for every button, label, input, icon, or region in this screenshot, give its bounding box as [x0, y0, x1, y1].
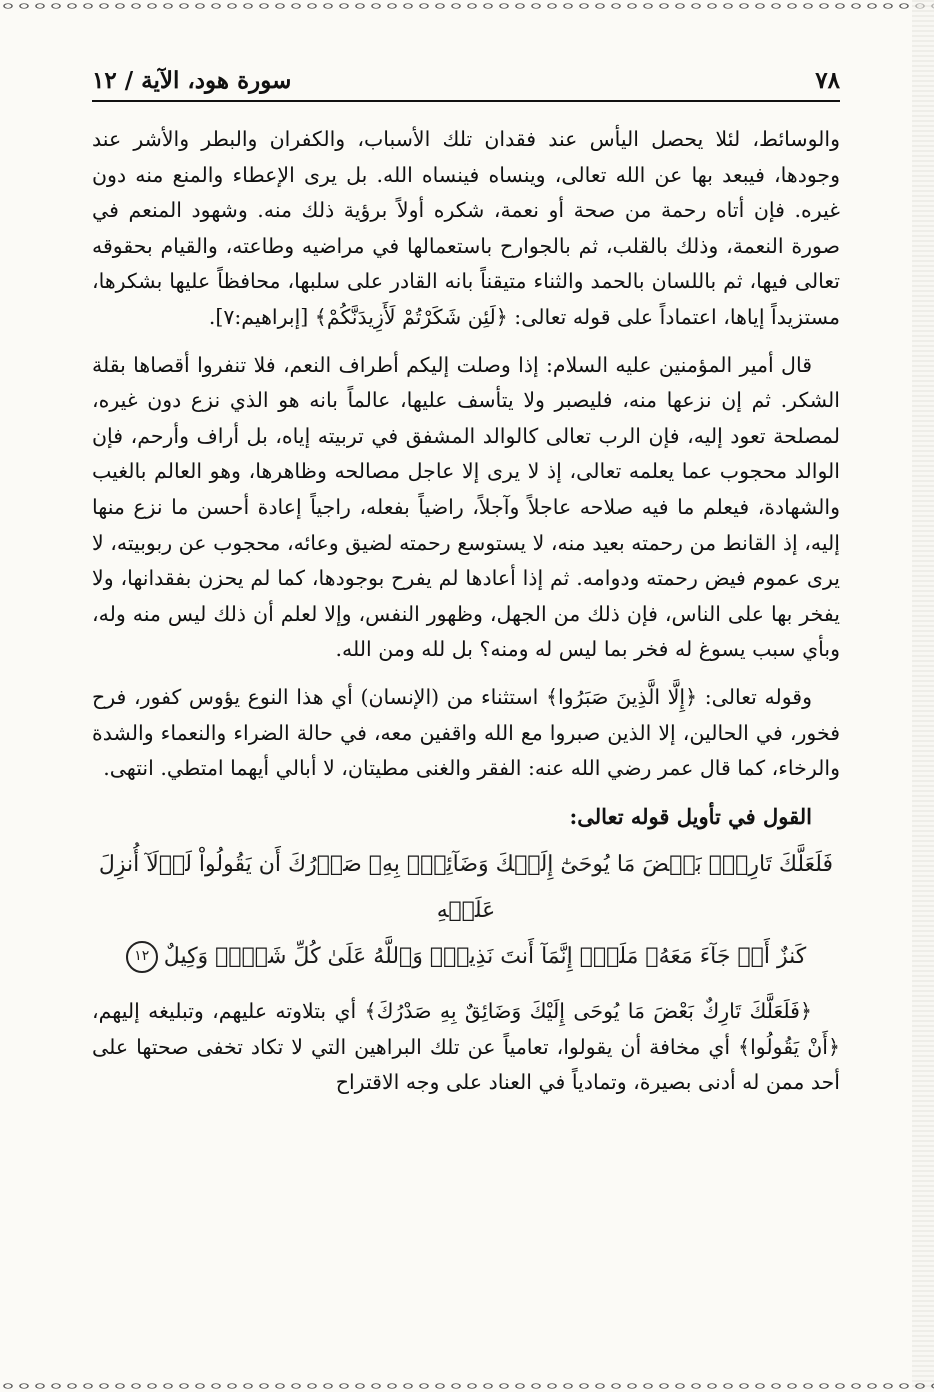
verse-line-2: [92, 934, 840, 980]
top-ornament-border: [0, 0, 934, 12]
page-body: [92, 122, 840, 1113]
running-title: سورة هود، الآية / ١٢: [92, 66, 292, 94]
bottom-ornament-border: [0, 1380, 934, 1392]
verse-line-2-text: كَنزٌ أَوۡ جَآءَ مَعَهُۥ مَلَكٌۚ إِنَّمَآ أَنتَ نَذِيرٌۚ وَٱللَّهُ عَلَىٰ كُلِّ شَيۡءٖ وَكِيلٌ: [163, 944, 807, 970]
paragraph-3: وقوله تعالى: ﴿إِلَّا الَّذِينَ صَبَرُوا﴾ استثناء من (الإنسان) أي هذا النوع يؤوس كفور، فرح فخور، في الحالين، إلا الذين صبروا مع الله واقفين معه، في حالة الضراء والنعماء والشدة والرخاء، كما قال عمر رضي الله عنه: الفقر والغنى مطيتان، لا أبالي أيهما امتطي. انتهى.: [92, 684, 840, 781]
page-edge-scan-noise: [912, 0, 934, 1390]
page-number: ٧٨: [815, 66, 840, 94]
quran-verse: [92, 842, 840, 980]
section-heading: القول في تأويل قوله تعالى:: [569, 803, 812, 829]
paragraph-2: قال أمير المؤمنين عليه السلام: إذا وصلت إليكم أطراف النعم، فلا تنفروا أقصاها بقلة الشكر. ثم إن نزعها منه، فليصبر ولا يتأسف عليها، عالماً بانه هو الذي نزع دون غيره، لمصلحة تعود إليه، فإن الرب تعالى كالوالد المشفق في تربيته إياه، بل أراف وأرحم، فإن الوالد محجوب عما يعلمه تعالى، إذ لا يرى إلا عاجل مصالحه وظاهرها، وهو العالم بالغيب والشهادة، فيعلم ما فيه صلاحه عاجلاً وآجلاً، راضياً بفعله، راجياً إعادة أحسن ما نزع منها إليه، إذ القانط من رحمته بعيد منه، لا يستوسع رحمته لضيق وعائه، محجوب عن ربوبيته، لا يرى عموم فيض رحمته ودوامه. ثم إذا أعادها لم يفرح بوجودها، كما لم يحزن بفقدانها، ولا يفخر بها على الناس، فإن ذلك من الجهل، وظهور النفس، وإلا لعلم أن ذلك ليس منه وله، وبأي سبب يسوغ له فخر بما ليس له ومنه؟ بل لله ومن الله.: [92, 352, 840, 662]
commentary-paragraph: ﴿فَلَعَلَّكَ تَارِكٌ بَعْضَ مَا يُوحَى إِلَيْكَ وَضَائِقٌ بِهِ صَدْرُكَ﴾ أي بتلاوته عليهم، وتبليغه إليهم، ﴿أَنْ يَقُولُوا﴾ أي مخافة أن يقولوا، تعامياً عن تلك البراهين التي لا تكاد تخفى صحتها على أحد ممن له أدنى بصيرة، وتمادياً في العناد على وجه الاقتراح: [92, 999, 840, 1095]
page-header: [92, 60, 840, 102]
verse-line-1: فَلَعَلَّكَ تَارِكٌۢ بَعۡضَ مَا يُوحَىٰٓ إِلَيۡكَ وَضَآئِقُۢ بِهِۦ صَدۡرُكَ أَن يَقُولُواْ لَوۡلَآ أُنزِلَ عَلَيۡهِ: [98, 852, 834, 924]
aya-number-marker: ١٢: [126, 941, 158, 973]
paragraph-1: والوسائط، لئلا يحصل اليأس عند فقدان تلك الأسباب، والكفران والبطر والأشر عند وجودها، فيبعد بها عن الله تعالى، وينساه فينساه الله. بل يرى الإعطاء والمنع منه دون غيره. فإن أتاه رحمة من صحة أو نعمة، شكره أولاً برؤية ذلك منه. وشهود المنعم في صورة النعمة، وذلك بالقلب، ثم بالجوارح باستعمالها في مراضيه وطاعته، والقيام بحقوقه تعالى فيها، ثم باللسان بالحمد والثناء متيقناً بانه القادر على سلبها، محافظاً عليها بشكرها، مستزيداً إياها، اعتماداً على قوله تعالى: ﴿لَئِن شَكَرْتُمْ لَأَزِيدَنَّكُمْ﴾ [إبراهيم:٧].: [92, 127, 840, 329]
